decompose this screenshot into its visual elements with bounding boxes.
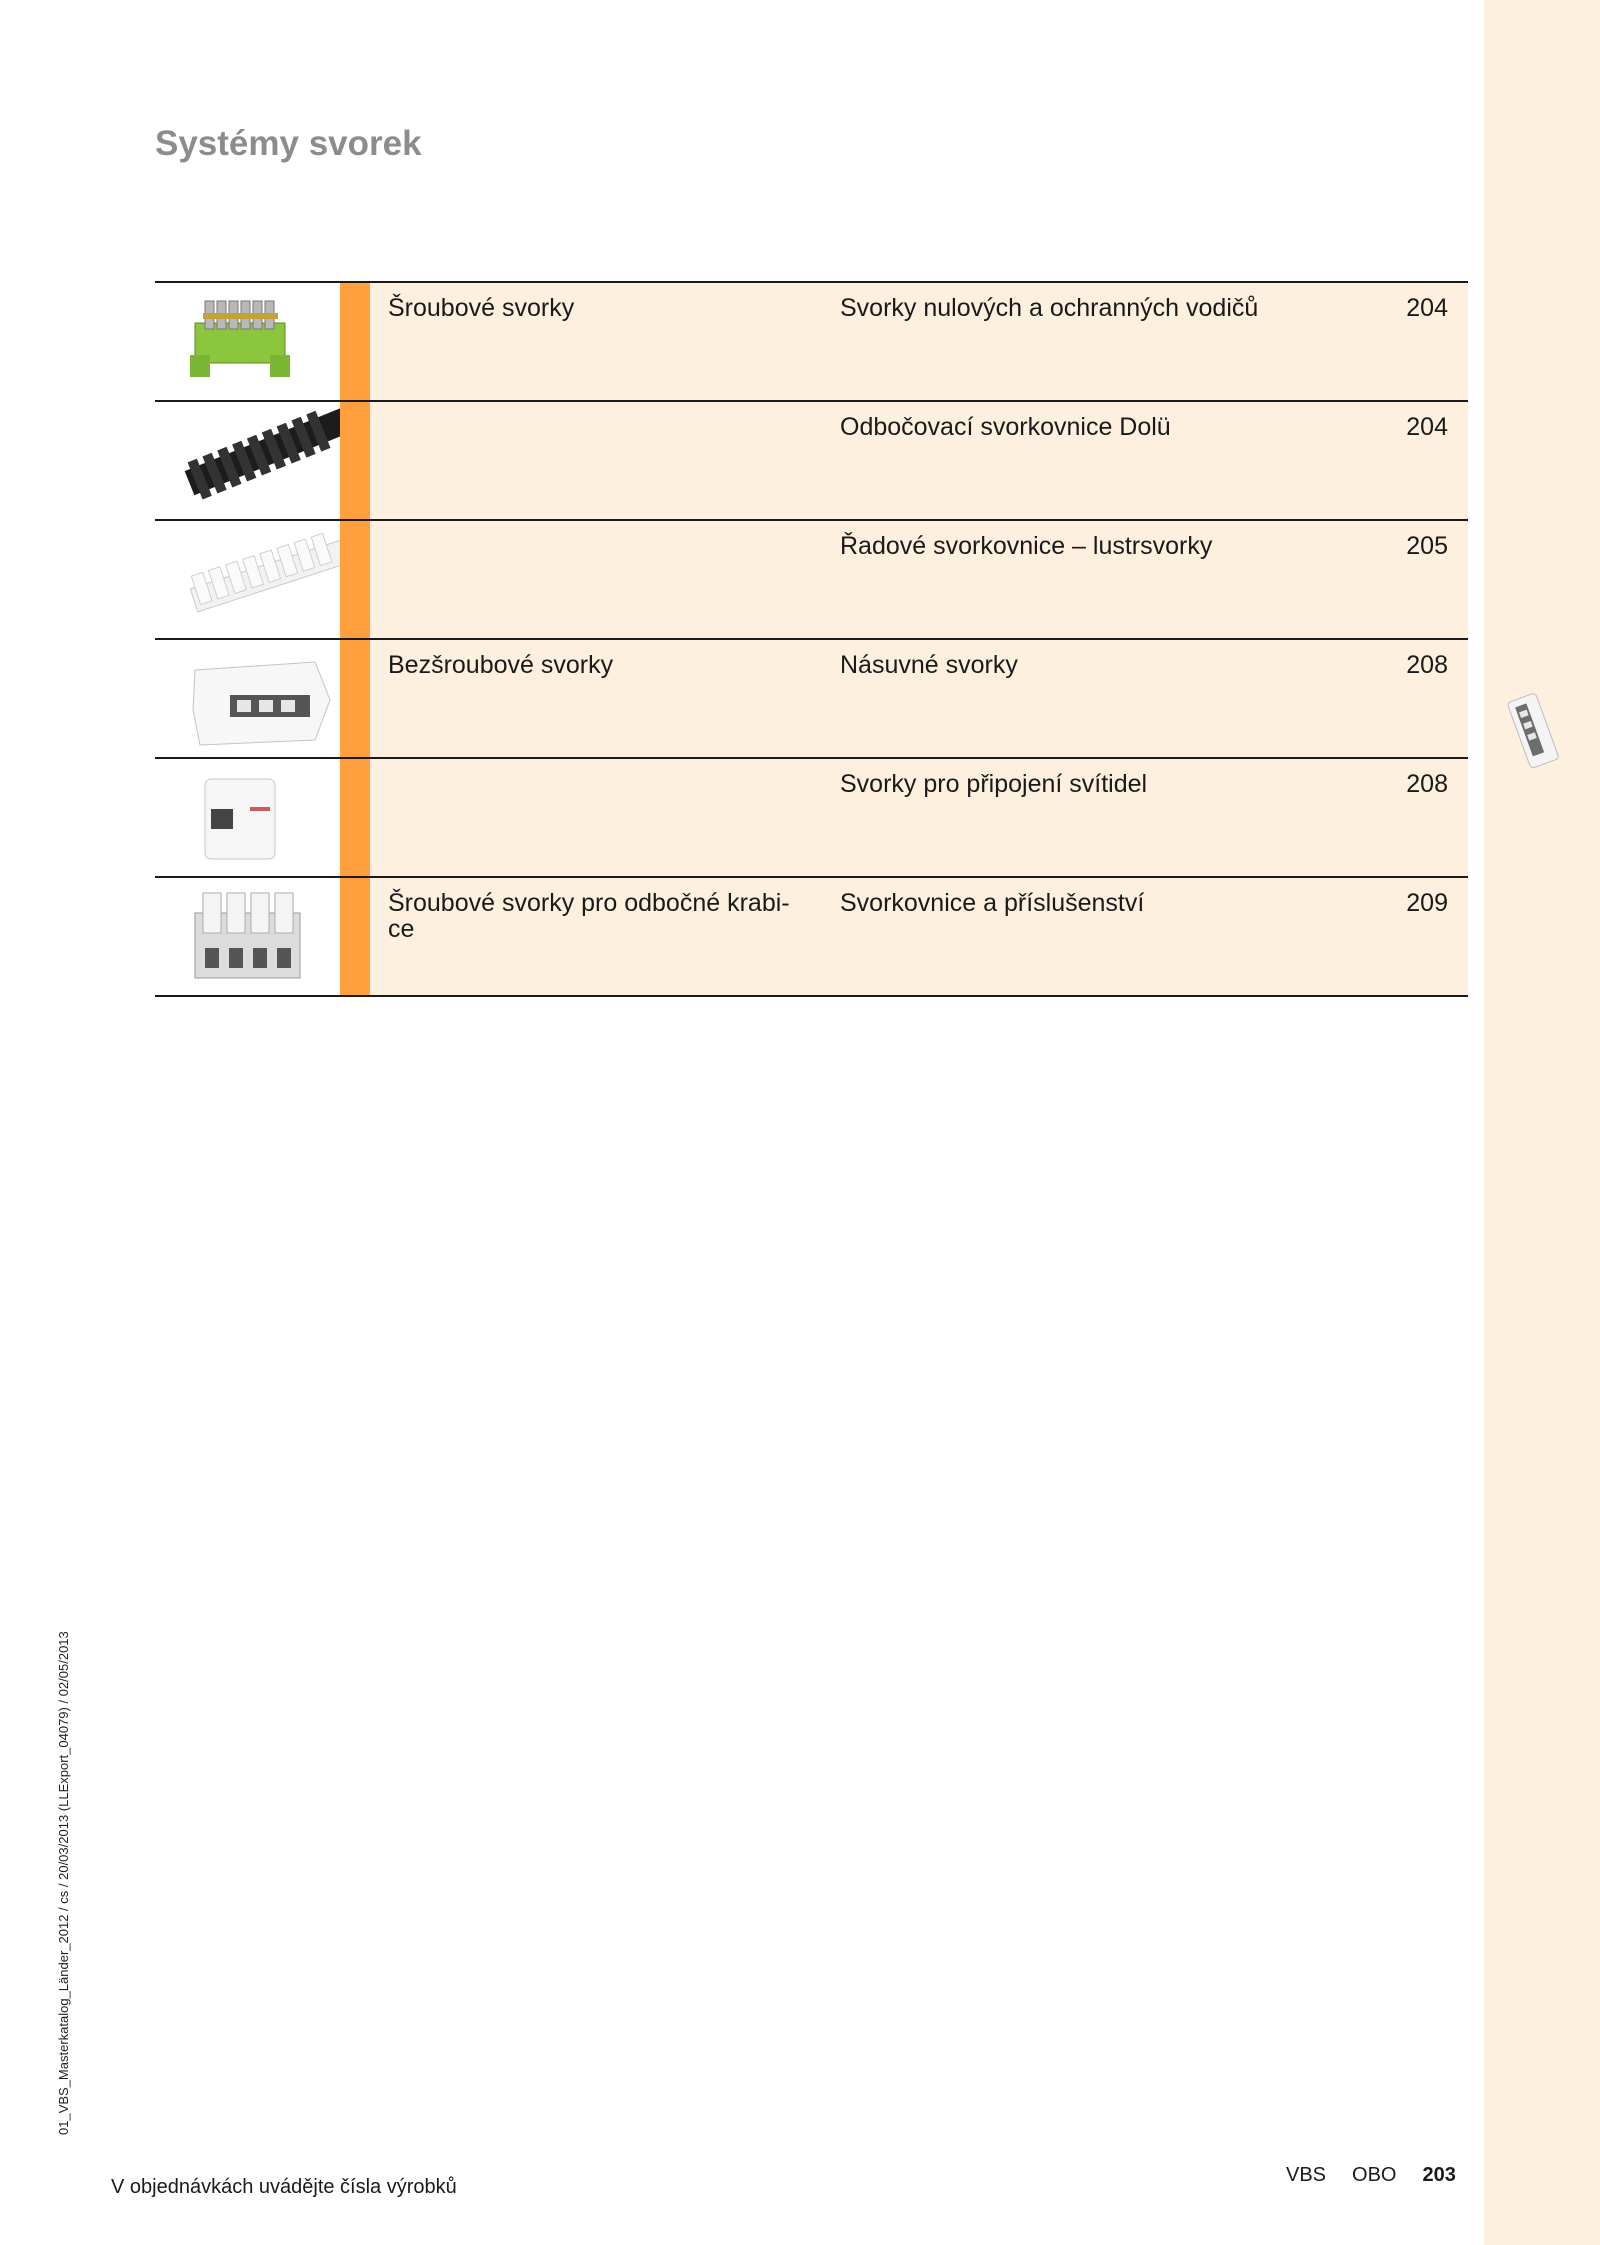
page-number: 203: [1422, 2164, 1456, 2186]
footer-note: V objednávkách uvádějte čísla výrobků: [111, 2176, 457, 2198]
product-image: [155, 402, 340, 519]
footer-right: [1286, 2164, 1456, 2187]
side-band: [1484, 0, 1600, 2245]
product-image: [155, 640, 340, 757]
luminaire-terminal-icon: [155, 759, 340, 876]
push-in-terminal-side-icon: [1500, 680, 1570, 780]
contents-table: [155, 281, 1468, 997]
push-in-terminal-icon: [155, 640, 340, 757]
product-image: [155, 521, 340, 638]
table-row: [155, 283, 1468, 402]
green-terminal-block-icon: [155, 283, 340, 400]
group-label: Šroubové svorky pro odbočné krabi- ce: [388, 889, 790, 943]
white-terminal-strip-icon: [155, 521, 340, 638]
category-link[interactable]: Svorkovnice a příslušenství: [840, 889, 1145, 917]
accent-stripe: [340, 283, 370, 400]
product-image: [155, 283, 340, 400]
table-row: [155, 878, 1468, 997]
table-row: [155, 759, 1468, 878]
footer-label-vbs: VBS: [1286, 2164, 1327, 2186]
category-link[interactable]: Svorky pro připojení svítidel: [840, 770, 1148, 798]
table-row: [155, 402, 1468, 521]
group-label: Bezšroubové svorky: [388, 651, 614, 679]
category-link[interactable]: Odbočovací svorkovnice Dolü: [840, 413, 1171, 441]
footer-label-obo: OBO: [1352, 2164, 1397, 2186]
category-link[interactable]: Násuvné svorky: [840, 651, 1018, 679]
black-terminal-strip-icon: [155, 402, 340, 519]
category-link[interactable]: Svorky nulových a ochranných vodičů: [840, 294, 1259, 322]
page-ref[interactable]: 205: [1406, 532, 1448, 560]
product-image: [155, 759, 340, 876]
page-ref[interactable]: 208: [1406, 770, 1448, 798]
category-link[interactable]: Řadové svorkovnice – lustrsvorky: [840, 532, 1213, 560]
accent-stripe: [340, 402, 370, 519]
page-title: Systémy svorek: [155, 124, 422, 163]
page-ref[interactable]: 208: [1406, 651, 1448, 679]
page-ref[interactable]: 204: [1406, 413, 1448, 441]
accent-stripe: [340, 521, 370, 638]
table-row: [155, 640, 1468, 759]
accent-stripe: [340, 759, 370, 876]
accent-stripe: [340, 878, 370, 995]
junction-box-terminal-icon: [155, 878, 340, 995]
print-metadata: 01_VBS_Masterkatalog_Länder_2012 / cs / 20/03/2013 (LLExport_04079) / 02/05/2013: [56, 1631, 71, 2135]
product-image: [155, 878, 340, 995]
accent-stripe: [340, 640, 370, 757]
group-label: Šroubové svorky: [388, 294, 575, 322]
page-ref[interactable]: 209: [1406, 889, 1448, 917]
page-ref[interactable]: 204: [1406, 294, 1448, 322]
table-row: [155, 521, 1468, 640]
